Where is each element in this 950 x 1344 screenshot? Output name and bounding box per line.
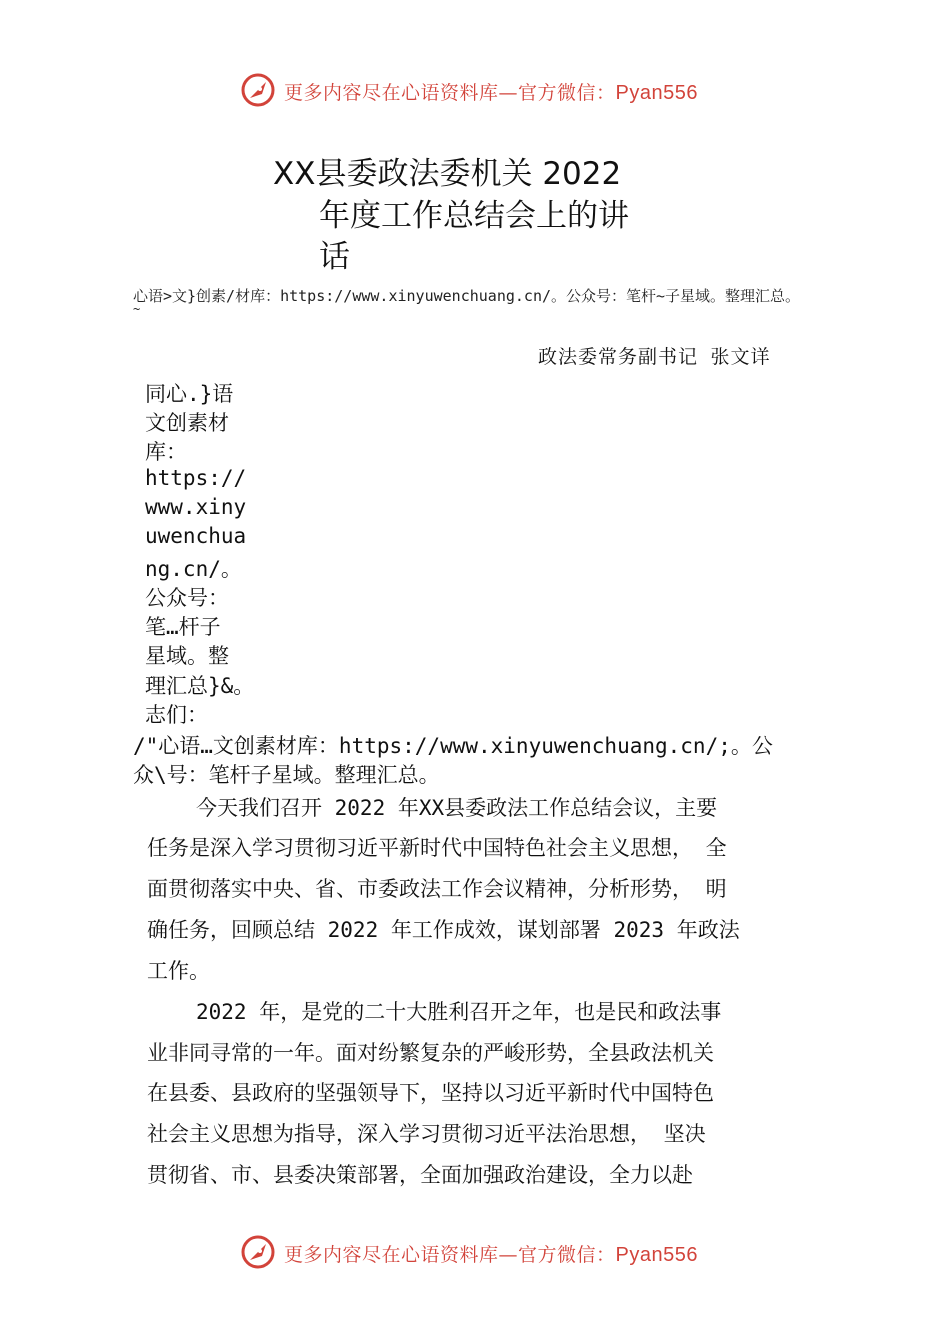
note-line: 众\号：笔杆子星域。整理汇总。	[133, 763, 440, 787]
paragraph-1-line: 任务是深入学习贯彻习近平新时代中国特色社会主义思想， 全	[147, 836, 727, 860]
paragraph-2-line: 贯彻省、市、县委决策部署，全面加强政治建设，全力以赴	[147, 1163, 693, 1187]
paragraph-2-line: 社会主义思想为指导，深入学习贯彻习近平法治思想， 坚决	[147, 1122, 706, 1146]
source-note: 心语>文}创素/材库：https://www.xinyuwenchuang.cn/。公众号：笔杆~子星域。整理汇总。	[133, 287, 801, 305]
column-line: 公众号：	[145, 586, 229, 610]
header-banner	[240, 72, 760, 112]
banner-text: 更多内容尽在心语资料库—官方微信：Pyan556	[284, 1244, 698, 1266]
title-line-3: 话	[319, 239, 350, 275]
source-note-tilde: ~	[133, 302, 141, 316]
paragraph-2-line: 2022 年，是党的二十大胜利召开之年，也是民和政法事	[196, 1000, 722, 1024]
column-line: 理汇总}&。	[145, 674, 255, 698]
paragraph-1-line: 确任务，回顾总结 2022 年工作成效，谋划部署 2023 年政法	[147, 918, 740, 942]
column-line: 文创素材	[145, 411, 229, 435]
pen-nib-logo-icon	[240, 1234, 276, 1270]
column-line: 笔…杆子	[145, 615, 221, 639]
column-line: www.xiny	[145, 495, 247, 519]
column-line: 志们：	[145, 703, 208, 727]
pen-nib-logo-icon	[240, 72, 276, 108]
column-line: https://	[145, 466, 247, 490]
banner-text: 更多内容尽在心语资料库—官方微信：Pyan556	[284, 82, 698, 104]
column-line: uwenchua	[145, 524, 247, 548]
paragraph-2-line: 在县委、县政府的坚强领导下，坚持以习近平新时代中国特色	[147, 1081, 714, 1105]
column-line: 库：	[145, 440, 187, 464]
paragraph-2-line: 业非同寻常的一年。面对纷繁复杂的严峻形势，全县政法机关	[147, 1041, 714, 1065]
footer-banner	[240, 1234, 760, 1274]
column-line: ng.cn/。	[145, 557, 242, 581]
author-line: 政法委常务副书记 张文详	[538, 346, 771, 368]
title-line-2: 年度工作总结会上的讲	[319, 198, 629, 234]
column-line: 同心.}语	[145, 382, 234, 406]
title-line-1: XX县委政法委机关 2022	[273, 156, 622, 192]
note-line: /"心语…文创素材库：https://www.xinyuwenchuang.cn/;。公	[133, 734, 773, 758]
column-line: 星域。整	[145, 644, 229, 668]
paragraph-1-line: 面贯彻落实中央、省、市委政法工作会议精神，分析形势， 明	[147, 877, 727, 901]
paragraph-1-line: 工作。	[147, 959, 210, 983]
paragraph-1-line: 今天我们召开 2022 年XX县委政法工作总结会议，主要	[196, 796, 718, 820]
